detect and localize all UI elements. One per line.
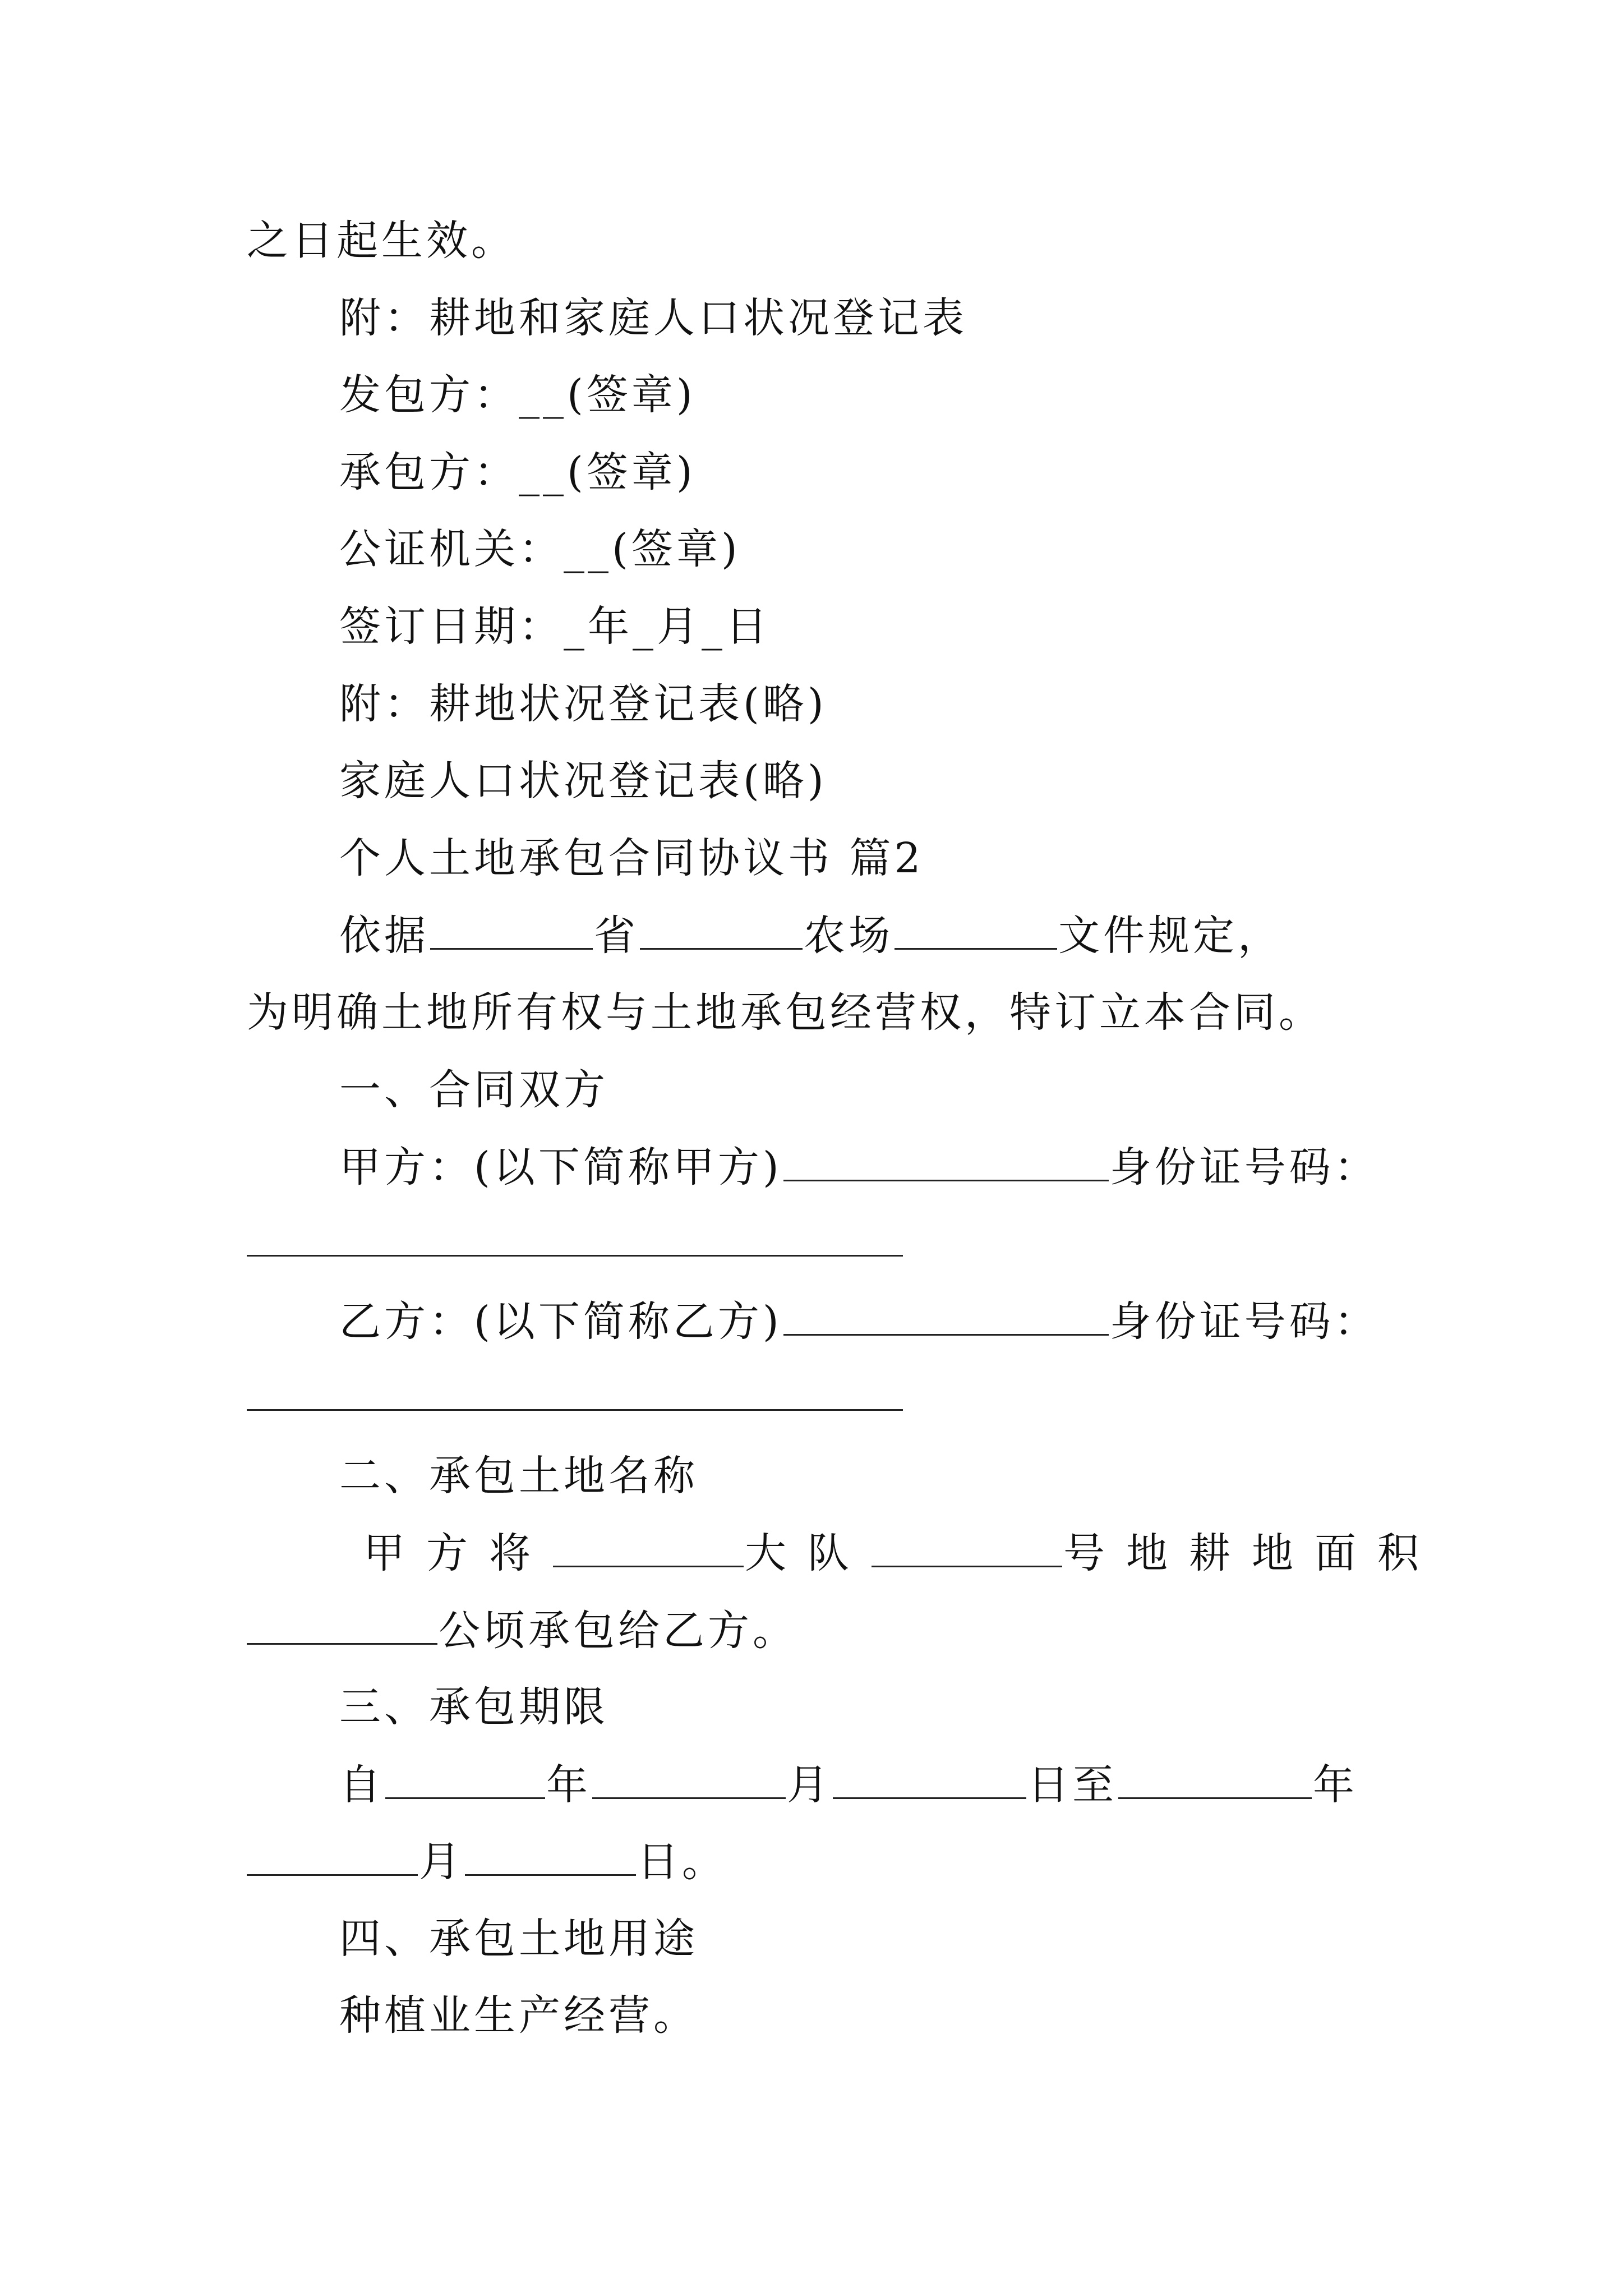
text-line: 发包方：__(签章)	[339, 371, 696, 419]
fill-blank	[385, 1764, 545, 1799]
text-line	[339, 1143, 1379, 1191]
text-segment: 号地耕地面积	[1063, 1529, 1440, 1577]
text-segment: 依据	[339, 912, 429, 960]
clause-heading: 二、承包土地名称	[339, 1452, 698, 1500]
text-segment: 文件规定，	[1058, 912, 1283, 960]
text-line	[247, 1838, 727, 1886]
fill-blank	[553, 1532, 744, 1567]
text-segment: 甲方：(以下简称甲方)	[339, 1143, 782, 1191]
fill-blank	[247, 1255, 903, 1257]
text-line	[339, 1761, 1358, 1809]
text-segment: 日。	[637, 1838, 727, 1886]
section-heading: 个人土地承包合同协议书 篇2	[339, 834, 924, 882]
text-segment: 省	[594, 912, 639, 960]
fill-blank	[247, 1409, 903, 1411]
text-line: 附：耕地和家庭人口状况登记表	[339, 294, 967, 342]
text-segment: 乙方：(以下简称乙方)	[339, 1297, 782, 1346]
text-line	[247, 1607, 797, 1655]
text-line: 附：耕地状况登记表(略)	[339, 680, 827, 728]
text-line	[339, 912, 1283, 960]
text-line: 签订日期：_年_月_日	[339, 602, 771, 651]
fill-blank	[430, 914, 593, 950]
text-line	[339, 1297, 1379, 1346]
text-segment: 日至	[1027, 1761, 1117, 1809]
text-line: 公证机关：__(签章)	[339, 525, 741, 573]
text-segment: 大队	[745, 1529, 870, 1577]
text-segment: 自	[339, 1761, 384, 1809]
fill-blank	[592, 1764, 786, 1799]
fill-blank	[1118, 1764, 1312, 1799]
text-segment: 月	[787, 1761, 832, 1809]
fill-blank	[895, 914, 1057, 950]
fill-blank	[833, 1764, 1026, 1799]
text-segment: 月	[419, 1838, 464, 1886]
text-segment: 身份证号码：	[1109, 1297, 1379, 1346]
clause-heading: 一、合同双方	[339, 1066, 608, 1114]
text-segment: 公顷承包给乙方。	[439, 1607, 797, 1655]
text-segment: 身份证号码：	[1109, 1143, 1379, 1191]
fill-blank	[465, 1841, 636, 1876]
clause-heading: 三、承包期限	[339, 1683, 608, 1731]
text-segment: 年	[546, 1761, 591, 1809]
text-line	[363, 1529, 1440, 1577]
text-line: 为明确土地所有权与土地承包经营权，特订立本合同。	[247, 988, 1324, 1037]
text-segment: 农场	[804, 912, 893, 960]
text-line: 家庭人口状况登记表(略)	[339, 757, 827, 805]
fill-blank	[247, 1609, 437, 1645]
text-line: 种植业生产经营。	[339, 1991, 698, 2040]
text-line: 之日起生效。	[247, 217, 516, 265]
fill-blank	[247, 1841, 418, 1876]
clause-heading: 四、承包土地用途	[339, 1915, 698, 1963]
text-line: 承包方：__(签章)	[339, 448, 696, 496]
text-segment: 甲方将	[363, 1529, 552, 1577]
text-segment: 年	[1313, 1761, 1358, 1809]
fill-blank	[872, 1532, 1062, 1567]
fill-blank	[783, 1146, 1109, 1181]
fill-blank	[640, 914, 803, 950]
fill-blank	[783, 1300, 1109, 1336]
